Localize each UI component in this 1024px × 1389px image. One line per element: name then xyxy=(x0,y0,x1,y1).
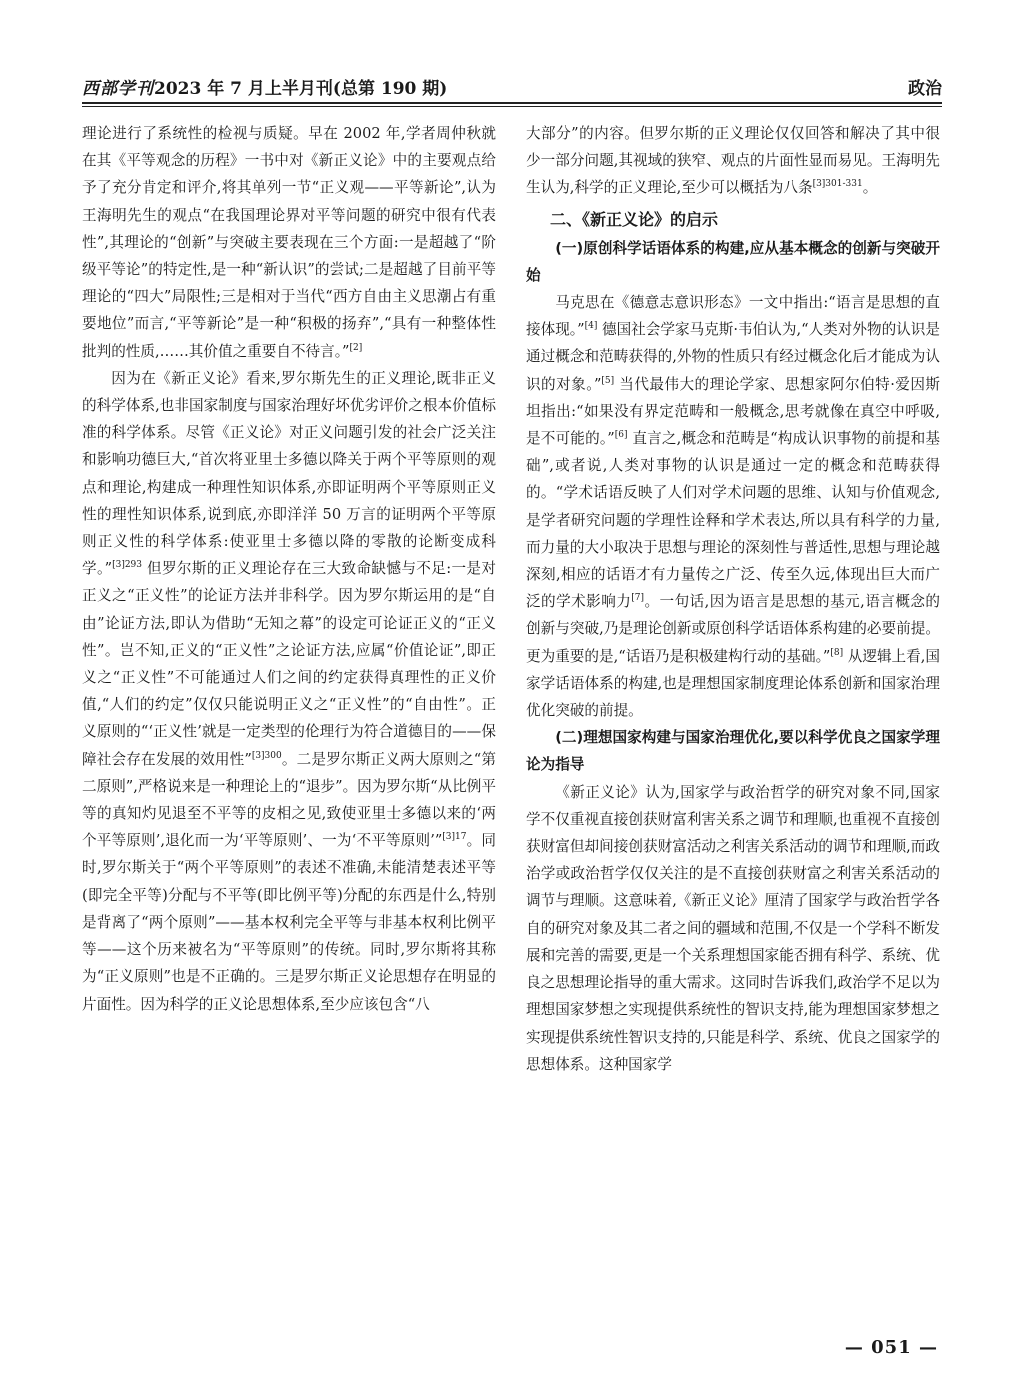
page-number: — 051 — xyxy=(844,1337,938,1358)
paragraph: 马克思在《德意志意识形态》一文中指出:“语言是思想的直接体现。”[4] 德国社会学家马克斯·韦伯认为,“人类对外物的认识是通过概念和范畴获得的,外物的性质只有经过概念化后才能成为认识的对象。”[5] 当代最伟大的理论学家、思想家阿尔伯特·爱因斯坦指出:“如果没有界定范畴和一般概念,思考就像在真空中呼吸,是不可能的。”[6] 直言之,概念和范畴是“构成认识事物的前提和基础”,或者说,人类对事物的认识是通过一定的概念和范畴获得的。“学术话语反映了人们对学术问题的思维、认知与价值观念,是学者研究问题的学理性诠释和学术表达,所以具有科学的力量,而力量的大小取决于思想与理论的深刻性与普适性,思想与理论越深刻,相应的话语才有力量传之广泛、传至久远,体现出巨大而广泛的学术影响力[7]。一句话,因为语言是思想的基元,语言概念的创新与突破,乃是理论创新或原创科学话语体系构建的必要前提。更为重要的是,“话语乃是积极建构行动的基础。”[8] 从逻辑上看,国家学话语体系的构建,也是理想国家制度理论体系创新和国家治理优化突破的前提。 xyxy=(526,294,941,720)
citation: [3]17 xyxy=(442,832,467,843)
header-rule-thin xyxy=(82,106,942,107)
issue-info: 2023 年 7 月上半月刊(总第 190 期) xyxy=(154,79,448,99)
section-heading: 二、《新正义论》的启示 xyxy=(550,209,719,229)
citation: [6] xyxy=(614,430,628,441)
citation: [4] xyxy=(584,321,598,332)
journal-logo: 西部学刊 xyxy=(82,79,154,99)
citation: [3]293 xyxy=(112,560,143,571)
subsection-heading: (一)原创科学话语体系的构建,应从基本概念的创新与突破开始 xyxy=(526,239,940,284)
paragraph: 《新正义论》认为,国家学与政治哲学的研究对象不同,国家学不仅重视直接创获财富利害关系之调节和理顺,也重视不直接创获财富但却间接创获财富活动之利害关系活动的调节和理顺,而政治学或政治哲学仅仅关注的是不直接创获财富之利害关系活动的调节与理顺。这意味着,《新正义论》厘清了国家学与政治哲学各自的研究对象及其二者之间的疆域和范围,不仅是一个学科不断发展和完善的需要,更是一个关系理想国家能否拥有科学、系统、优良之思想理论指导的重大需求。这同时告诉我们,政治学不足以为理想国家梦想之实现提供系统性的智识支持,能为理想国家梦想之实现提供系统性智识支持的,只能是科学、系统、优良之国家学的思想体系。这种国家学 xyxy=(526,783,940,1073)
right-column xyxy=(526,120,940,1078)
left-column xyxy=(82,120,496,1018)
header-left xyxy=(82,74,447,99)
citation: [5] xyxy=(601,375,615,386)
paragraph: 理论进行了系统性的检视与质疑。早在 2002 年,学者周仲秋就在其《平等观念的历程》一书中对《新正义论》中的主要观点给予了充分肯定和评介,将其单列一节“正义观——平等新论”,认为王海明先生的观点“在我国理论界对平等问题的研究中很有代表性”,其理论的“创新”与突破主要表现在三个方面:一是超越了“阶级平等论”的特定性,是一种“新认识”的尝试;二是超越了目前平等理论的“四大”局限性;三是相对于当代“西方自由主义思潮占有重要地位”而言,“平等新论”是一种“积极的扬弃”,“具有一种整体性批判的性质,……其价值之重要自不待言。”[2] xyxy=(82,125,496,360)
paragraph: 大部分”的内容。但罗尔斯的正义理论仅仅回答和解决了其中很少一部分问题,其视域的狭窄、观点的片面性显而易见。王海明先生认为,科学的正义理论,至少可以概括为八条$^{[3]301-331}$。 xyxy=(526,125,940,197)
section-name: 政治 xyxy=(908,79,942,99)
citation: [3]301-331 xyxy=(812,179,863,190)
citation: [8] xyxy=(830,647,844,658)
citation: [7] xyxy=(631,593,645,604)
running-header xyxy=(82,72,942,102)
citation: [2] xyxy=(349,342,363,353)
paragraph: 因为在《新正义论》看来,罗尔斯先生的正义理论,既非正义的科学体系,也非国家制度与国家治理好坏优劣评价之根本价值标准的科学体系。尽管《正义论》对正义问题引发的社会广泛关注和影响功德巨大,“首次将亚里士多德以降关于两个平等原则的观点和理论,构建成一种理性知识体系,亦即证明两个平等原则正义性的理性知识体系,说到底,亦即洋洋 50 万言的证明两个平等原则正义性的科学体系:使亚里士多德以降的零散的论断变成科学。”$^{[3]293}$ 但罗尔斯的正义理论存在三大致命缺憾与不足:一是对正义之“正义性”的论证方法并非科学。因为罗尔斯运用的是“自由”论证方法,即认为借助“无知之幕”的设定可论证正义的“正义性”。岂不知,正义的“正义性”之论证方法,应属“价值论证”,即正义之“正义性”不可能通过人们之间的约定获得真理性的正义价值,“人们的约定”仅仅只能说明正义之“正义性”的“自由性”。正义原则的“‘正义性’就是一定类型的伦理行为符合道德目的——保障社会存在发展的效用性”$^{[3]300}$。二是罗尔斯正义两大原则之“第二原则”,严格说来是一种理论上的“退步”。因为罗尔斯“从比例平等的真知灼见退至不平等的皮相之见,致使亚里士多德以来的‘两个平等原则’,退化而一为‘平等原则’、一为‘不平等原则’”$^{[3]17}$。同时,罗尔斯关于“两个平等原则”的表述不准确,未能清楚表述平等(即完全平等)分配与不平等(即比例平等)分配的东西是什么,特别是背离了“两个原则”——基本权利完全平等与非基本权利比例平等——这个历来被名为“平等原则”的传统。同时,罗尔斯将其称为“正义原则”也是不正确的。三是罗尔斯正义论思想存在明显的片面性。因为科学的正义论思想体系,至少应该包含“八 xyxy=(82,369,496,1013)
citation: [3]300 xyxy=(251,750,282,761)
header-rule xyxy=(82,102,942,104)
subsection-heading: (二)理想国家构建与国家治理优化,要以科学优良之国家学理论为指导 xyxy=(526,729,940,774)
